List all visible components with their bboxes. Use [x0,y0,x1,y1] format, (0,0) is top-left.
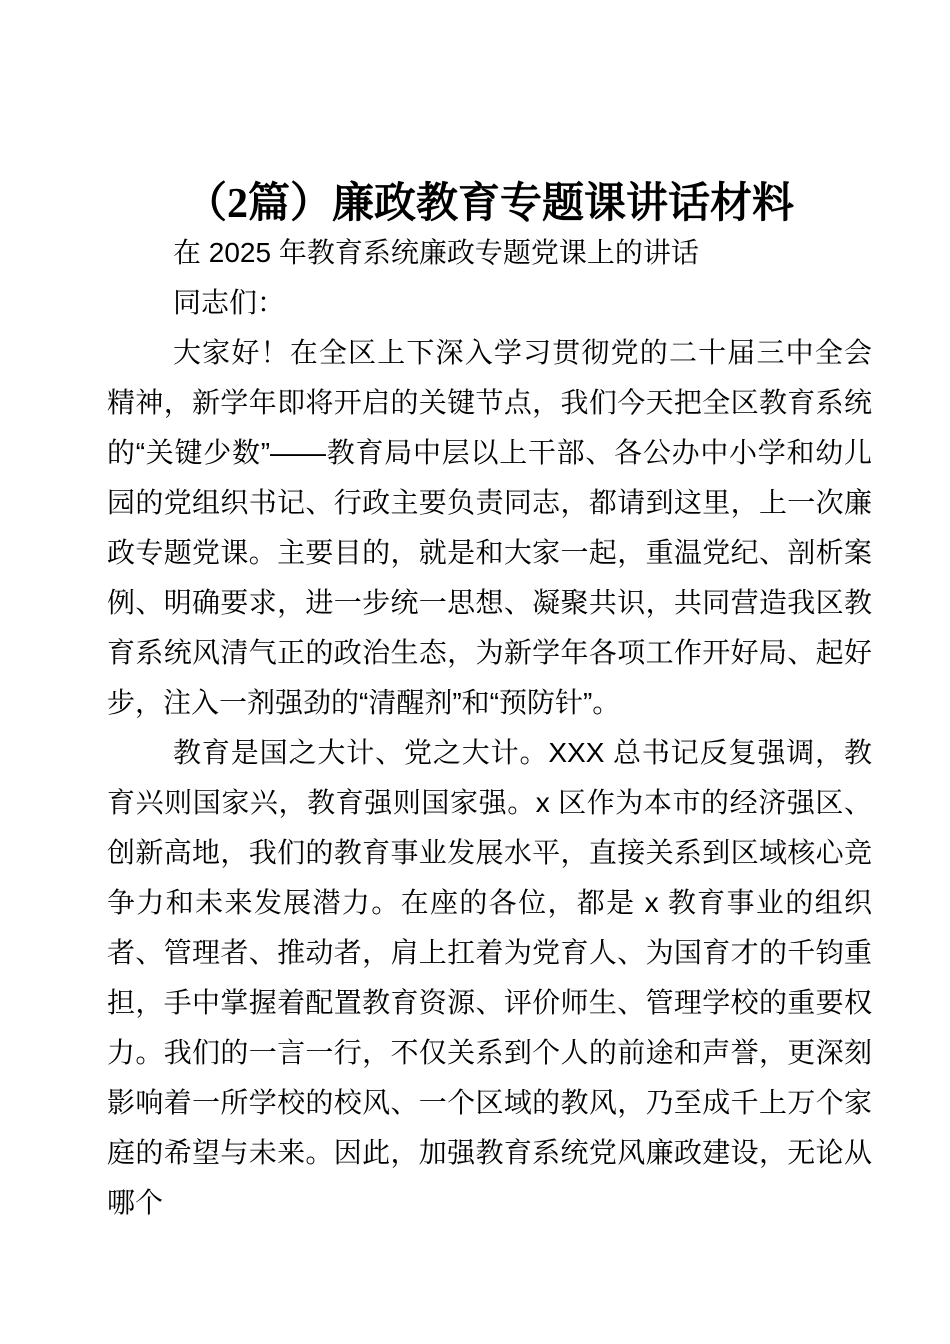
document-subtitle: 在 2025 年教育系统廉政专题党课上的讲话 [173,237,699,268]
salutation: 同志们： [173,287,286,318]
document-title: （2篇）廉政教育专题课讲话材料 [184,181,794,227]
paragraph-2: 教育是国之大计、党之大计。XXX 总书记反复强调，教育兴则国家兴，教育强则国家强。x 区作为本市的经济强区、创新高地，我们的教育事业发展水平，直接关系到区域核心竞争力和未来发展潜力。在座的各位，都是 x 教育事业的组织者、管理者、推动者，肩上扛着为党育人、为国育才的千钧重担，手中掌握着配置教育资源、评价师生、管理学校的重要权力。我们的一言一行，不仅关系到个人的前途和声誉，更深刻影响着一所学校的校风、一个区域的教风，乃至成千上万个家庭的希望与未来。因此，加强教育系统党风廉政建设，无论从哪个 [107,737,872,1218]
paragraph-1: 大家好！在全区上下深入学习贯彻党的二十届三中全会精神，新学年即将开启的关键节点，我们今天把全区教育系统的“关键少数”——教育局中层以上干部、各公办中小学和幼儿园的党组织书记、行政主要负责同志，都请到这里，上一次廉政专题党课。主要目的，就是和大家一起，重温党纪、剖析案例、明确要求，进一步统一思想、凝聚共识，共同营造我区教育系统风清气正的政治生态，为新学年各项工作开好局、起好步，注入一剂强劲的“清醒剂”和“预防针”。 [107,337,872,718]
